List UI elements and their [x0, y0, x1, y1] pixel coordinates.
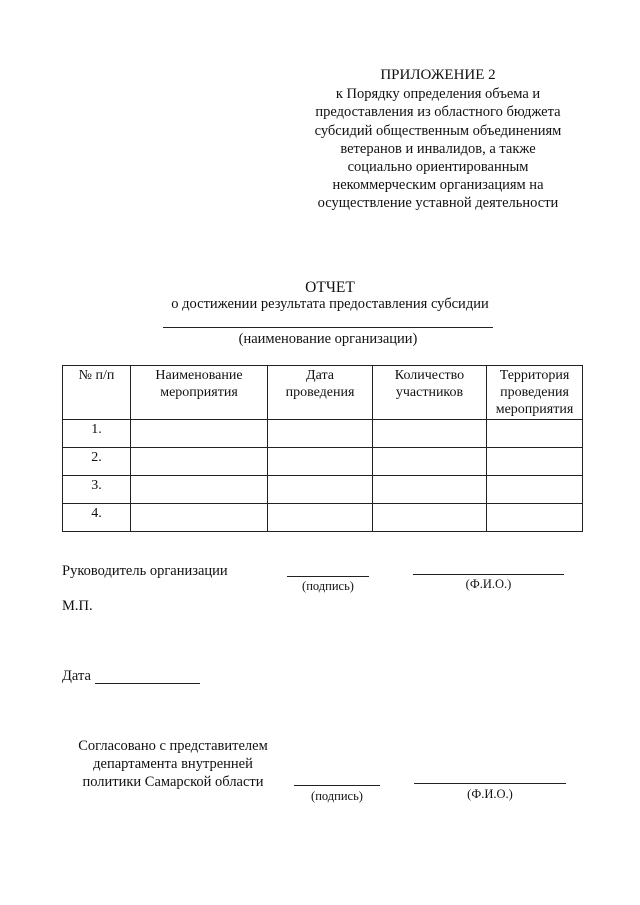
table-row [63, 420, 583, 448]
row-number: 4. [63, 504, 131, 532]
cell-participants[interactable] [373, 448, 487, 476]
cell-participants[interactable] [373, 476, 487, 504]
appendix-line: осуществление уставной деятельности [317, 195, 559, 212]
appendix-line: некоммерческим организациям на [332, 177, 544, 194]
cell-date[interactable] [268, 448, 373, 476]
header-number: № п/п [63, 366, 131, 420]
organization-name-caption: (наименование организации) [238, 331, 418, 347]
cell-date[interactable] [268, 504, 373, 532]
cell-participants[interactable] [373, 504, 487, 532]
agreed-signature-line[interactable] [294, 785, 380, 786]
row-number: 3. [63, 476, 131, 504]
agreed-line: департамента внутренней [93, 756, 253, 772]
agreed-signature-caption: (подпись) [311, 789, 363, 803]
events-table [62, 365, 583, 532]
cell-event-name[interactable] [131, 420, 268, 448]
date-line[interactable] [95, 683, 200, 684]
head-signature-line[interactable] [287, 576, 369, 577]
table-header-row [63, 366, 583, 420]
appendix-line: к Порядку определения объема и [335, 86, 541, 103]
cell-date[interactable] [268, 420, 373, 448]
head-fio-caption: (Ф.И.О.) [465, 577, 512, 591]
date-label: Дата [62, 668, 91, 684]
head-fio-line[interactable] [413, 574, 564, 575]
report-title: ОТЧЕТ [305, 279, 355, 296]
header-territory: Территория проведения мероприятия [487, 366, 583, 420]
header-date: Дата проведения [268, 366, 373, 420]
row-number: 2. [63, 448, 131, 476]
appendix-block [300, 66, 576, 213]
table-row [63, 504, 583, 532]
organization-name-line[interactable] [163, 327, 493, 328]
header-event-name: Наименование мероприятия [131, 366, 268, 420]
cell-event-name[interactable] [131, 504, 268, 532]
table-row [63, 448, 583, 476]
cell-event-name[interactable] [131, 448, 268, 476]
cell-territory[interactable] [487, 504, 583, 532]
appendix-line: ветеранов и инвалидов, а также [340, 140, 536, 157]
cell-date[interactable] [268, 476, 373, 504]
agreed-line: Согласовано с представителем [78, 738, 268, 754]
cell-event-name[interactable] [131, 476, 268, 504]
appendix-heading: ПРИЛОЖЕНИЕ 2 [380, 67, 496, 83]
appendix-line: социально ориентированным [347, 159, 529, 176]
cell-participants[interactable] [373, 420, 487, 448]
header-participants: Количество участников [373, 366, 487, 420]
head-of-organization-label: Руководитель организации [62, 563, 228, 579]
appendix-line: предоставления из областного бюджета [315, 104, 561, 121]
agreed-fio-line[interactable] [414, 783, 566, 784]
agreed-block [66, 737, 280, 791]
stamp-placeholder: М.П. [62, 598, 93, 614]
agreed-line: политики Самарской области [82, 774, 264, 790]
cell-territory[interactable] [487, 420, 583, 448]
report-subtitle: о достижении результата предоставления субсидии [171, 296, 489, 312]
head-signature-caption: (подпись) [302, 579, 354, 593]
appendix-line: субсидий общественным объединениям [314, 122, 562, 139]
cell-territory[interactable] [487, 476, 583, 504]
cell-territory[interactable] [487, 448, 583, 476]
table-row [63, 476, 583, 504]
row-number: 1. [63, 420, 131, 448]
agreed-fio-caption: (Ф.И.О.) [467, 787, 513, 801]
